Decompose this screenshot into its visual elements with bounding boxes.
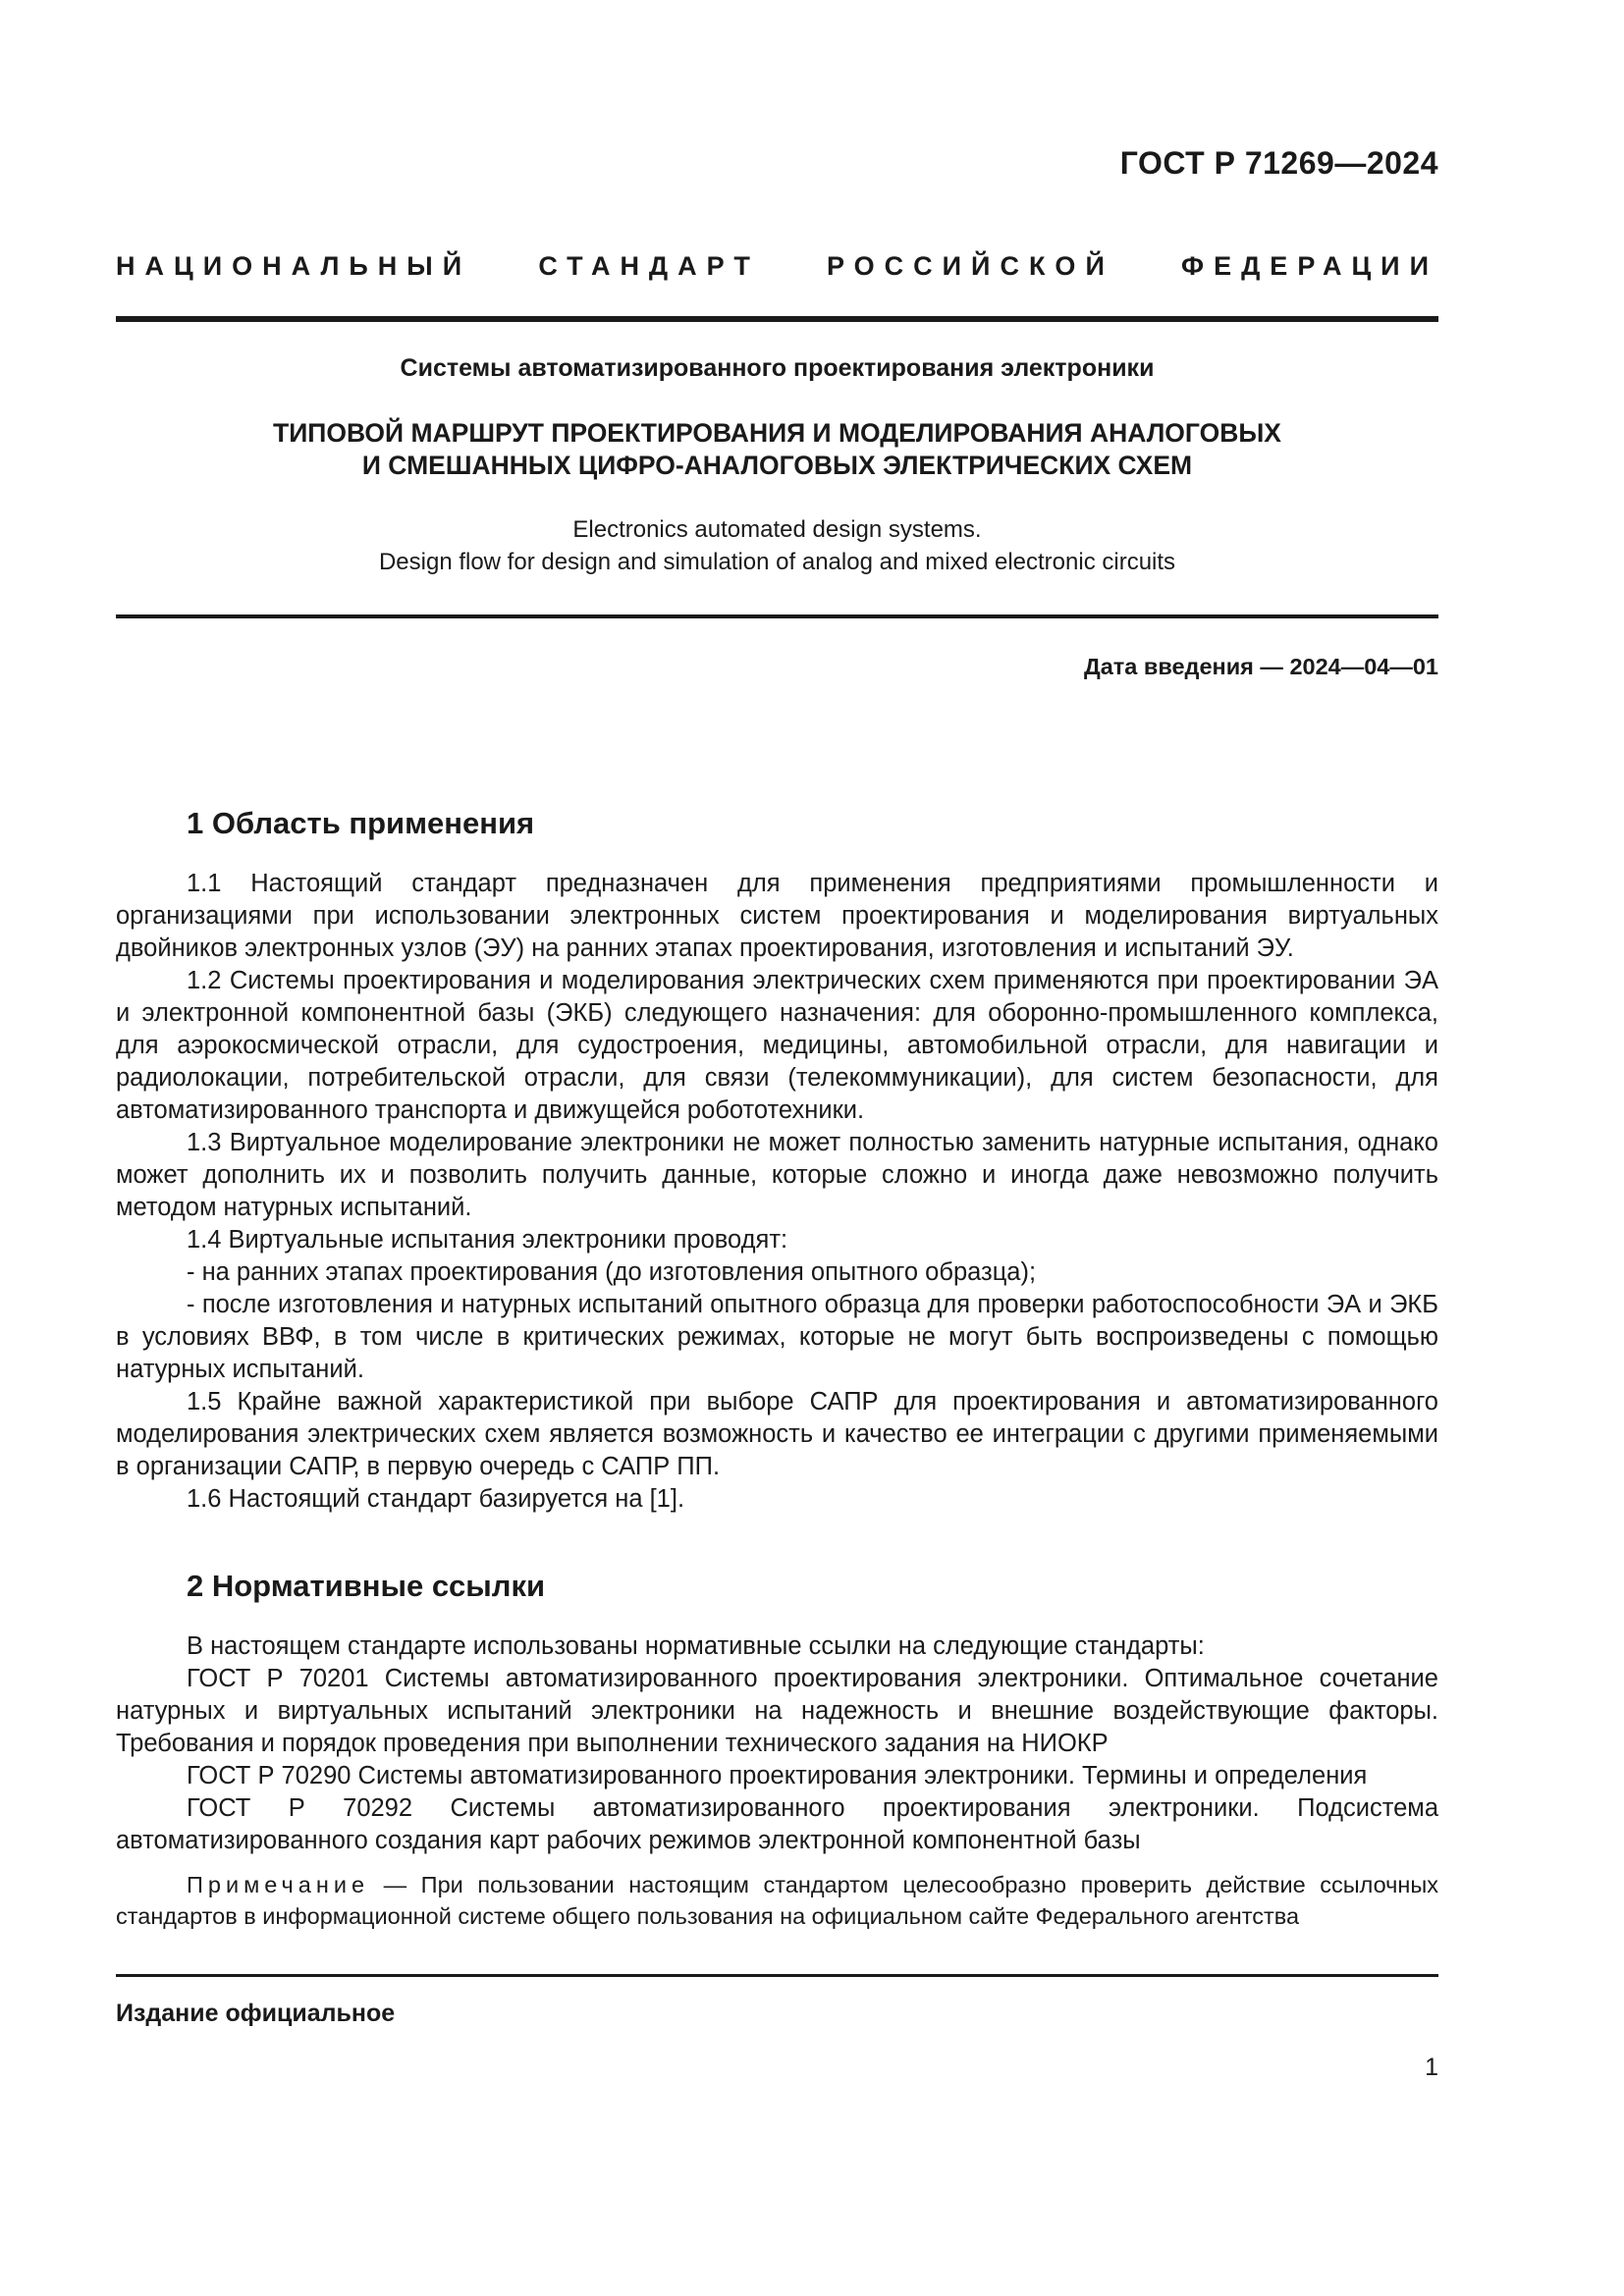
main-title-line-1: ТИПОВОЙ МАРШРУТ ПРОЕКТИРОВАНИЯ И МОДЕЛИРОВАНИЯ АНАЛОГОВЫХ [273, 418, 1281, 448]
list-item: - на ранних этапах проектирования (до изготовления опытного образца); [187, 1258, 1037, 1286]
english-title [116, 513, 1438, 578]
footer-rule [116, 1974, 1438, 1977]
paragraph-1-4: 1.4 Виртуальные испытания электроники проводят: [187, 1226, 788, 1254]
list-item: - после изготовления и натурных испытаний опытного образца для проверки работоспособности ЭА и ЭКБ в условиях ВВФ, в том числе в критических режимах, которые не могут быть воспроизведены с помощью натурных испытаний. [116, 1291, 1438, 1383]
standard-code: ГОСТ Р 71269—2024 [1119, 145, 1438, 181]
note-text: — При пользовании настоящим стандартом целесообразно проверить действие ссылочных стандартов в информационной системе общего пользования на официальном сайте Федерального агентства [116, 1872, 1438, 1929]
top-rule [116, 316, 1438, 322]
paragraph-1-2: 1.2 Системы проектирования и моделирования электрических схем применяются при проектировании ЭА и электронной компонентной базы (ЭКБ) следующего назначения: для оборонно-промышленного комплекса, для аэрокосмической отрасли, для судостроения, медицины, автомобильной отрасли, для навигации и радиолокации, потребительской отрасли, для связи (телекоммуникации), для систем безопасности, для автоматизированного транспорта и движущейся робототехники. [116, 967, 1438, 1124]
series-title: Системы автоматизированного проектирования электроники [400, 354, 1155, 382]
paragraph-1-6: 1.6 Настоящий стандарт базируется на [1]. [187, 1485, 685, 1513]
title-bottom-rule [116, 614, 1438, 618]
reference-item: ГОСТ Р 70201 Системы автоматизированного проектирования электроники. Оптимальное сочетание натурных и виртуальных испытаний электроники на надежность и внешние воздействующие факторы. Требования и порядок проведения при выполнении технического задания на НИОКР [116, 1665, 1438, 1757]
paragraph-1-5: 1.5 Крайне важной характеристикой при выборе САПР для проектирования и автоматизированного моделирования электрических схем является возможность и качество ее интеграции с другими применяемыми в организации САПР, в первую очередь с САПР ПП. [116, 1388, 1438, 1480]
section-2-heading: 2 Нормативные ссылки [187, 1569, 546, 1603]
reference-item: ГОСТ Р 70290 Системы автоматизированного проектирования электроники. Термины и определения [187, 1762, 1368, 1789]
main-title-line-2: И СМЕШАННЫХ ЦИФРО-АНАЛОГОВЫХ ЭЛЕКТРИЧЕСКИХ СХЕМ [361, 451, 1193, 480]
reference-item: ГОСТ Р 70292 Системы автоматизированного проектирования электроники. Подсистема автоматизированного создания карт рабочих режимов электронной компонентной базы [116, 1794, 1438, 1854]
edition-label: Издание официальное [116, 2000, 396, 2027]
page-number: 1 [1425, 2054, 1438, 2081]
note-label: Примечание [187, 1872, 370, 1897]
section-1-body [116, 868, 1438, 1516]
national-standard-banner: НАЦИОНАЛЬНЫЙ СТАНДАРТ РОССИЙСКОЙ ФЕДЕРАЦИИ [116, 251, 1438, 281]
english-title-line-1: Electronics automated design systems. [572, 516, 982, 543]
references-intro: В настоящем стандарте использованы нормативные ссылки на следующие стандарты: [187, 1632, 1205, 1660]
main-title [116, 417, 1438, 482]
paragraph-1-3: 1.3 Виртуальное моделирование электроники не может полностью заменить натурные испытания, однако может дополнить их и позволить получить данные, которые сложно и иногда даже невозможно получить методом натурных испытаний. [116, 1129, 1438, 1221]
paragraph-1-1: 1.1 Настоящий стандарт предназначен для применения предприятиями промышленности и организациями при использовании электронных систем проектирования и моделирования виртуальных двойников электронных узлов (ЭУ) на ранних этапах проектирования, изготовления и испытаний ЭУ. [116, 870, 1438, 962]
english-title-line-2: Design flow for design and simulation of analog and mixed electronic circuits [378, 549, 1176, 575]
introduction-date: Дата введения — 2024—04—01 [1083, 654, 1438, 679]
note [116, 1869, 1438, 1932]
section-2-body [116, 1630, 1438, 1932]
section-1-heading: 1 Область применения [187, 806, 535, 840]
